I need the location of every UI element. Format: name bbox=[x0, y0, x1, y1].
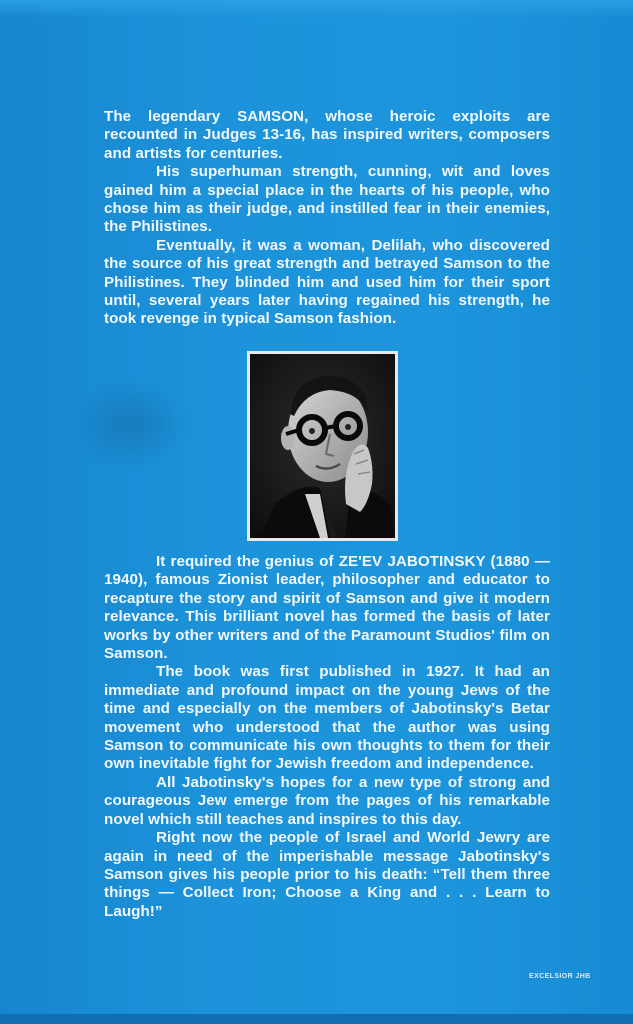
author-portrait-image bbox=[250, 354, 395, 538]
author-paragraph: The book was first published in 1927. It had an immediate and profound impact on the young Jews of the time and especially on the members of Jabotinsky's Betar movement who understood that the author was using Samson to communicate his own thoughts to them for their own inevitable fight for Jewish freedom and independence. bbox=[104, 663, 550, 773]
synopsis-paragraph: Eventually, it was a woman, Delilah, who discovered the source of his great strength and betrayed Samson to the Philistines. They blinded him and used him for their sport until, several years later having regained his strength, he took revenge in typical Samson fashion. bbox=[104, 236, 550, 328]
synopsis-text-block bbox=[104, 108, 550, 329]
cover-stain bbox=[70, 380, 190, 470]
printer-mark: EXCELSIOR JHB bbox=[529, 973, 591, 980]
cover-top-edge bbox=[0, 0, 633, 18]
author-portrait-photo bbox=[247, 351, 398, 541]
author-paragraph: Right now the people of Israel and World Jewry are again in need of the imperishable message Jabotinsky's Samson gives his people prior to his death: “Tell them three things — Collect Iron; Choose a King and . . . Learn to Laugh!” bbox=[104, 829, 550, 920]
synopsis-paragraph: The legendary SAMSON, whose heroic exploits are recounted in Judges 13-16, has inspired writers, composers and artists for centuries. bbox=[104, 108, 550, 162]
author-text-block bbox=[104, 553, 550, 921]
cover-bottom-edge bbox=[0, 1014, 633, 1024]
synopsis-paragraph: His superhuman strength, cunning, wit and loves gained him a special place in the hearts of his people, who chose him as their judge, and instilled fear in their enemies, the Philistines. bbox=[104, 163, 550, 236]
author-paragraph: All Jabotinsky's hopes for a new type of strong and courageous Jew emerge from the pages of his remarkable novel which still teaches and inspires to this day. bbox=[104, 773, 550, 828]
author-paragraph: It required the genius of ZE'EV JABOTINSKY (1880 — 1940), famous Zionist leader, philosopher and educator to recapture the story and spirit of Samson and give it modern relevance. This brilliant novel has formed the basis of later works by other writers and of the Paramount Studios' film on Samson. bbox=[104, 553, 550, 663]
